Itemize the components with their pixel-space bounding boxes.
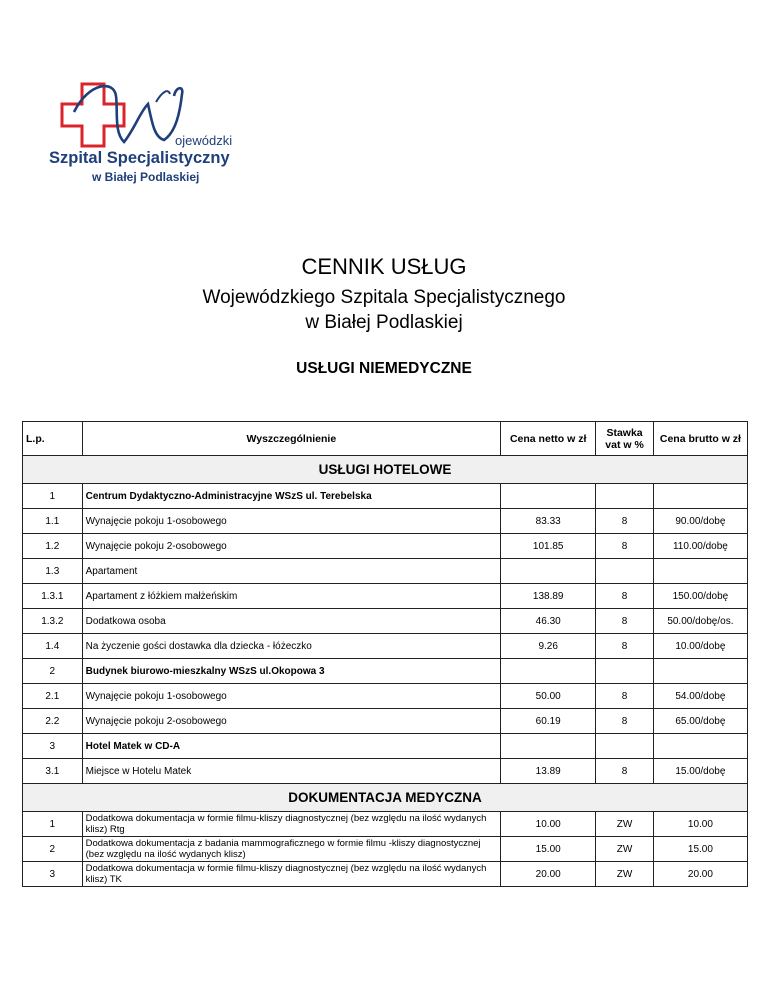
cell-vat: 8 <box>596 534 654 559</box>
table-row <box>23 584 748 609</box>
cell-vat: 8 <box>596 584 654 609</box>
cell-lp: 1.1 <box>23 509 83 534</box>
cell-desc: Wynajęcie pokoju 1-osobowego <box>82 684 500 709</box>
document-subtitle-1: Wojewódzkiego Szpitala Specjalistycznego <box>202 287 566 308</box>
cell-lp: 1 <box>23 484 83 509</box>
table-row <box>23 862 748 887</box>
cell-desc: Wynajęcie pokoju 1-osobowego <box>82 509 500 534</box>
col-header-net: Cena netto w zł <box>501 422 596 456</box>
section-title: USŁUGI HOTELOWE <box>23 456 748 484</box>
cell-desc: Centrum Dydaktyczno-Administracyjne WSzS ul. Terebelska <box>82 484 500 509</box>
cell-net: 83.33 <box>501 509 596 534</box>
table-row <box>23 659 748 684</box>
cell-net: 13.89 <box>501 759 596 784</box>
hospital-logo <box>44 82 244 192</box>
cell-gross: 54.00/dobę <box>653 684 747 709</box>
cell-desc: Miejsce w Hotelu Matek <box>82 759 500 784</box>
table-row <box>23 734 748 759</box>
cell-vat: 8 <box>596 509 654 534</box>
logo-text-line2: Szpital Specjalistyczny <box>49 149 230 167</box>
cell-gross: 50.00/dobę/os. <box>653 609 747 634</box>
document-subtitle-2: w Białej Podlaskiej <box>305 312 463 333</box>
cell-gross: 10.00/dobę <box>653 634 747 659</box>
table-row <box>23 812 748 837</box>
price-table <box>22 421 748 887</box>
table-row <box>23 484 748 509</box>
cell-desc: Dodatkowa dokumentacja z badania mammograficznego w formie filmu -kliszy diagnostycznej (bez względu na ilość wydanych klisz) <box>82 837 500 862</box>
cell-net <box>501 484 596 509</box>
cell-desc: Wynajęcie pokoju 2-osobowego <box>82 534 500 559</box>
table-row <box>23 509 748 534</box>
cell-net <box>501 659 596 684</box>
cell-gross: 10.00 <box>653 812 747 837</box>
cell-desc: Apartament z łóżkiem małżeńskim <box>82 584 500 609</box>
col-header-gross: Cena brutto w zł <box>653 422 747 456</box>
table-row <box>23 684 748 709</box>
col-header-vat: Stawka vat w % <box>596 422 654 456</box>
col-header-lp: L.p. <box>23 422 83 456</box>
logo-text-line1: ojewódzki <box>175 133 233 148</box>
cell-lp: 1.3.2 <box>23 609 83 634</box>
cell-vat <box>596 659 654 684</box>
table-row <box>23 559 748 584</box>
section-row <box>23 456 748 484</box>
cell-vat: ZW <box>596 837 654 862</box>
cell-net: 20.00 <box>501 862 596 887</box>
cell-lp: 1.3.1 <box>23 584 83 609</box>
cell-vat: ZW <box>596 812 654 837</box>
cell-desc: Na życzenie gości dostawka dla dziecka - łóżeczko <box>82 634 500 659</box>
table-header-row <box>23 422 748 456</box>
cell-gross: 15.00/dobę <box>653 759 747 784</box>
cell-vat: 8 <box>596 609 654 634</box>
table-row <box>23 609 748 634</box>
table-row <box>23 837 748 862</box>
cell-lp: 3 <box>23 734 83 759</box>
table-row <box>23 709 748 734</box>
cell-vat: 8 <box>596 634 654 659</box>
table-row <box>23 759 748 784</box>
cell-vat: 8 <box>596 684 654 709</box>
cell-lp: 2 <box>23 837 83 862</box>
table-row <box>23 634 748 659</box>
cell-lp: 3 <box>23 862 83 887</box>
cell-net <box>501 559 596 584</box>
cell-lp: 2.2 <box>23 709 83 734</box>
cell-gross <box>653 559 747 584</box>
cell-vat <box>596 734 654 759</box>
col-header-desc: Wyszczególnienie <box>82 422 500 456</box>
cell-net: 15.00 <box>501 837 596 862</box>
cell-net: 10.00 <box>501 812 596 837</box>
cell-lp: 1.4 <box>23 634 83 659</box>
cell-gross: 150.00/dobę <box>653 584 747 609</box>
cell-desc: Wynajęcie pokoju 2-osobowego <box>82 709 500 734</box>
cell-gross <box>653 484 747 509</box>
cell-gross: 15.00 <box>653 837 747 862</box>
section-heading: USŁUGI NIEMEDYCZNE <box>296 360 472 377</box>
cell-lp: 2 <box>23 659 83 684</box>
cell-vat <box>596 559 654 584</box>
cell-net: 138.89 <box>501 584 596 609</box>
cell-desc: Apartament <box>82 559 500 584</box>
logo-text-line3: w Białej Podlaskiej <box>92 170 200 184</box>
cell-vat <box>596 484 654 509</box>
cell-net: 9.26 <box>501 634 596 659</box>
cell-lp: 1 <box>23 812 83 837</box>
cell-gross <box>653 659 747 684</box>
cell-desc: Dodatkowa dokumentacja w formie filmu-kliszy diagnostycznej (bez względu na ilość wydanych klisz) TK <box>82 862 500 887</box>
cell-vat: 8 <box>596 759 654 784</box>
section-row <box>23 784 748 812</box>
cell-net: 101.85 <box>501 534 596 559</box>
cell-gross: 110.00/dobę <box>653 534 747 559</box>
cell-gross: 90.00/dobę <box>653 509 747 534</box>
cell-net: 60.19 <box>501 709 596 734</box>
cell-gross: 20.00 <box>653 862 747 887</box>
cell-gross <box>653 734 747 759</box>
cell-gross: 65.00/dobę <box>653 709 747 734</box>
cell-vat: ZW <box>596 862 654 887</box>
cell-net: 46.30 <box>501 609 596 634</box>
cell-lp: 2.1 <box>23 684 83 709</box>
cell-net: 50.00 <box>501 684 596 709</box>
cell-lp: 3.1 <box>23 759 83 784</box>
cell-desc: Dodatkowa osoba <box>82 609 500 634</box>
cell-lp: 1.2 <box>23 534 83 559</box>
cell-vat: 8 <box>596 709 654 734</box>
cell-lp: 1.3 <box>23 559 83 584</box>
cell-net <box>501 734 596 759</box>
cell-desc: Budynek biurowo-mieszkalny WSzS ul.Okopowa 3 <box>82 659 500 684</box>
cell-desc: Hotel Matek w CD-A <box>82 734 500 759</box>
cell-desc: Dodatkowa dokumentacja w formie filmu-kliszy diagnostycznej (bez względu na ilość wydanych klisz) Rtg <box>82 812 500 837</box>
section-title: DOKUMENTACJA MEDYCZNA <box>23 784 748 812</box>
table-row <box>23 534 748 559</box>
document-title: CENNIK USŁUG <box>301 254 467 279</box>
